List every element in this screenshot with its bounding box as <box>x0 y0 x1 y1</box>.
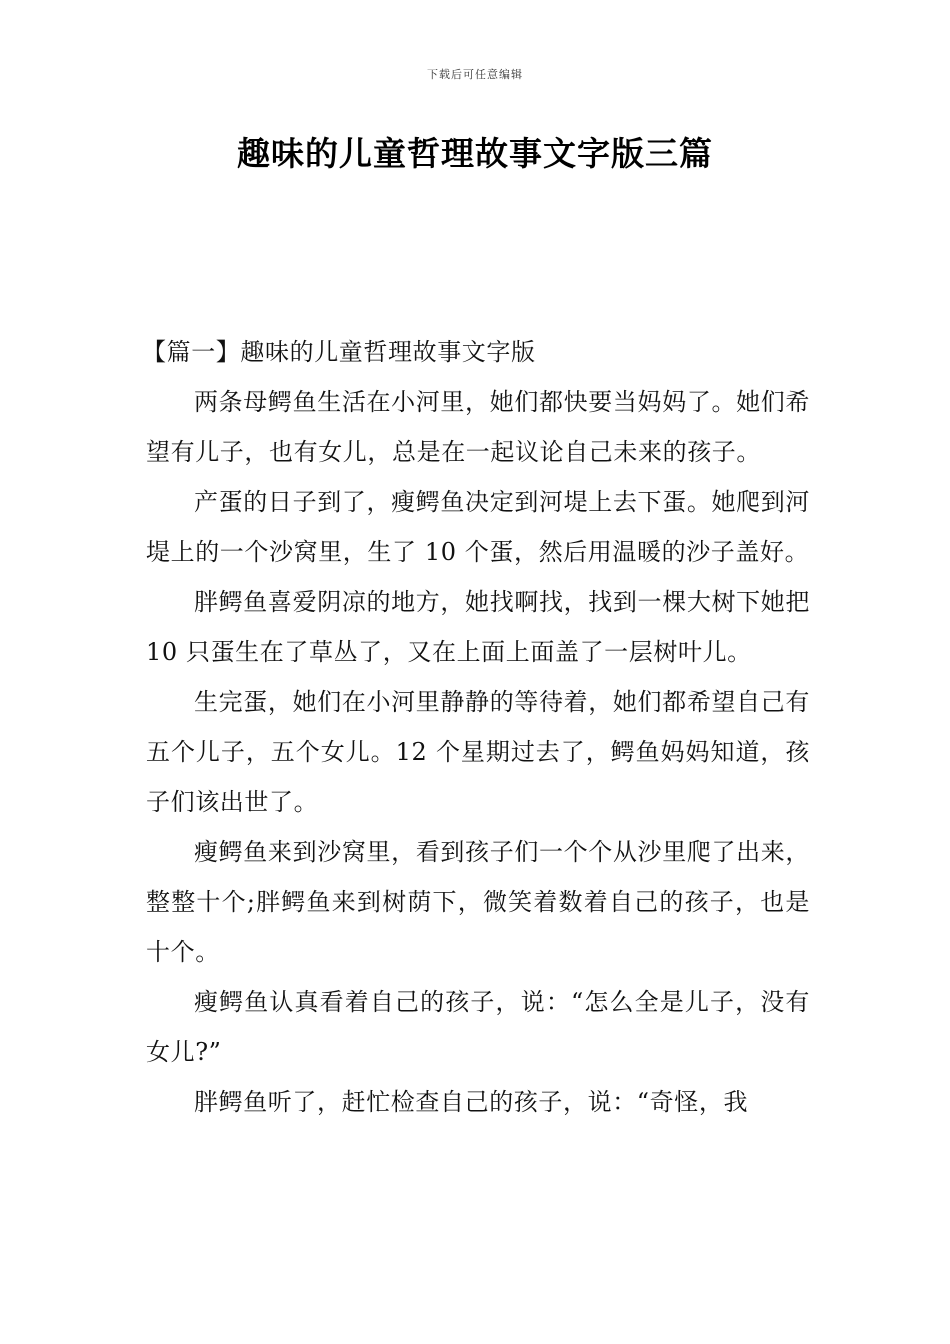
document-title: 趣味的儿童哲理故事文字版三篇 <box>237 134 713 173</box>
paragraph: 两条母鳄鱼生活在小河里，她们都快要当妈妈了。她们希望有儿子，也有女儿，总是在一起议论自己未来的孩子。 <box>146 388 810 466</box>
paragraph: 产蛋的日子到了，瘦鳄鱼决定到河堤上去下蛋。她爬到河堤上的一个沙窝里，生了 10 个蛋，然后用温暖的沙子盖好。 <box>146 488 810 566</box>
paragraph: 瘦鳄鱼来到沙窝里，看到孩子们一个个从沙里爬了出来，整整十个;胖鳄鱼来到树荫下，微笑着数着自己的孩子，也是十个。 <box>146 838 810 966</box>
section-heading: 【篇一】趣味的儿童哲理故事文字版 <box>142 338 536 366</box>
document-body <box>142 327 810 1127</box>
paragraph: 胖鳄鱼喜爱阴凉的地方，她找啊找，找到一棵大树下她把 10 只蛋生在了草丛了，又在上面上面盖了一层树叶儿。 <box>146 588 810 666</box>
header-note: 下载后可任意编辑 <box>427 68 523 81</box>
paragraph: 生完蛋，她们在小河里静静的等待着，她们都希望自己有五个儿子，五个女儿。12 个星期过去了，鳄鱼妈妈知道，孩子们该出世了。 <box>146 688 810 816</box>
paragraph: 胖鳄鱼听了，赶忙检查自己的孩子，说：“奇怪，我 <box>194 1088 749 1116</box>
paragraph: 瘦鳄鱼认真看着自己的孩子，说：“怎么全是儿子，没有女儿?” <box>146 988 810 1066</box>
